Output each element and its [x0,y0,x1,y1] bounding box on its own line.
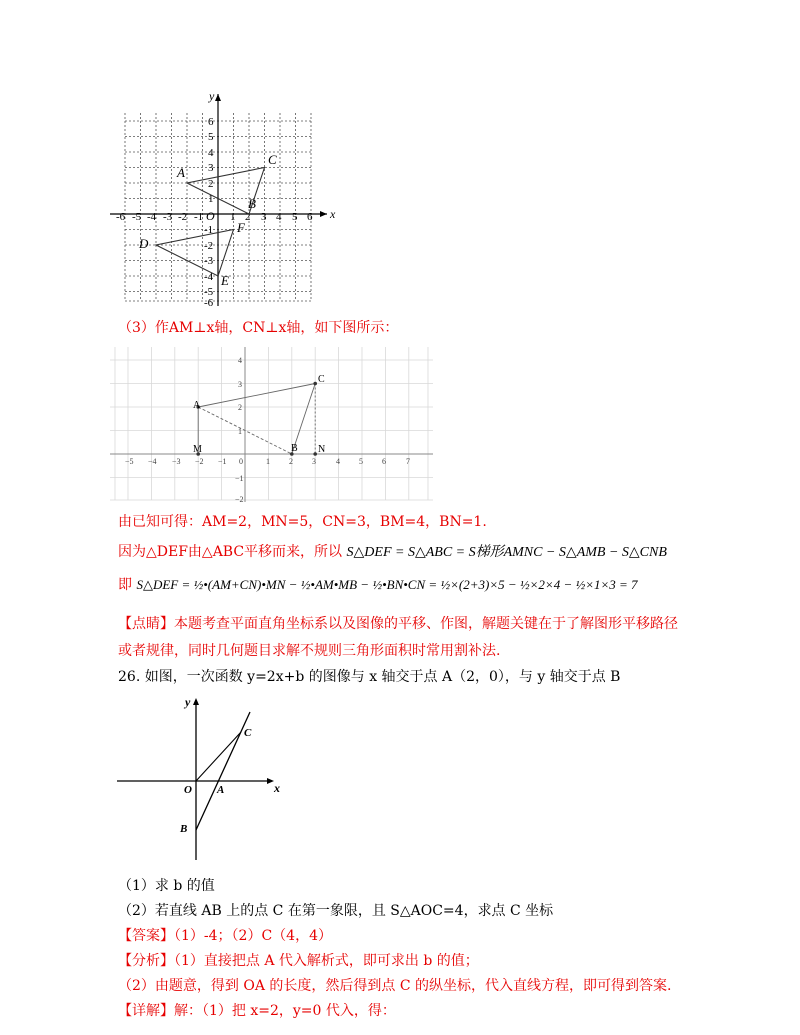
point-label-e: E [221,273,229,288]
point-c [313,382,317,386]
y-tick: 5 [208,131,214,143]
x-axis-label: x [330,207,336,221]
point-n [313,452,317,456]
x-tick: 4 [276,211,282,223]
y-tick: 3 [208,162,214,174]
x-tick: 2 [289,457,293,466]
x-tick: -1 [194,211,204,223]
y-axis-arrow-icon [215,94,221,101]
x-tick: −2 [195,457,204,466]
step-3-label: （3）作AM⊥x轴，CN⊥x轴，如下图所示： [118,320,399,336]
x-tick: -3 [163,211,173,223]
x-tick: -5 [132,211,142,223]
x-tick: -4 [147,211,157,223]
y-tick: -6 [204,297,214,308]
analysis-text-1: （1）直接把点 A 代入解析式，即可求出 b 的值； [174,953,479,969]
y-tick-labels [235,356,244,502]
y-tick: 6 [208,116,214,128]
x-tick: 5 [359,457,363,466]
x-tick: −1 [218,457,227,466]
x-tick: 3 [261,211,267,223]
comment-tag: 【点睛】 [118,616,174,632]
line-ab [196,712,250,830]
detail-line [118,1001,396,1021]
x-tick: 1 [266,457,270,466]
y-tick: −1 [235,474,244,483]
x-tick: 3 [312,457,316,466]
x-tick: −4 [148,457,157,466]
x-tick: 7 [406,457,410,466]
x-tick: -6 [116,211,126,223]
point-label-c: C [244,727,252,739]
point-label-d: D [139,236,149,251]
x-tick: 1 [230,211,236,223]
area-equation-formula: S△DEF = S△ABC = S梯形AMNC − S△AMB − S△CNB [346,545,667,560]
x-tick: 5 [292,211,298,223]
y-tick: 2 [208,178,214,190]
point-label-m: M [193,444,202,455]
y-tick: 3 [238,380,242,389]
segment-ac [198,384,315,408]
point-label-o: O [184,784,192,796]
y-axis-label: y [185,695,191,709]
x-tick: 0 [239,457,243,466]
y-tick: 4 [208,147,214,159]
question-26-stem: 26. 如图，一次函数 y=2x+b 的图像与 x 轴交于点 A（2，0），与 y 轴交于点 B [118,669,621,685]
origin-label: O [206,209,215,223]
point-label-b: B [248,196,256,211]
detail-tag: 【详解】 [118,1003,174,1019]
area-equation-prefix: 因为△DEF由△ABC平移而来，所以 [118,544,343,560]
y-tick: -4 [204,271,214,283]
y-tick: -2 [204,240,214,252]
point-label-c: C [318,374,325,385]
x-tick: 2 [245,211,251,223]
analysis-tag: 【分析】 [118,953,174,969]
x-tick-labels [125,457,410,466]
y-tick: 1 [238,427,242,436]
comment-text-1: 本题考查平面直角坐标系以及图像的平移、作图，解题关键在于了解图形平移路径 [174,616,678,632]
point-label-a: A [193,400,201,411]
figure-1-coordinate-grid [105,88,340,308]
y-tick: 2 [238,403,242,412]
x-tick: -2 [178,211,188,223]
points [196,382,317,456]
figure-3-linear-function [112,692,287,862]
y-axis-arrow-icon [193,698,199,705]
area-calculation-formula: S△DEF = ½•(AM+CN)•MN − ½•AM•MB − ½•BN•CN = ½×(2+3)×5 − ½×2×4 − ½×1×3 = 7 [136,577,638,592]
detail-text: 解：（1）把 x=2，y=0 代入，得： [174,1003,396,1019]
point-label-n: N [318,444,326,455]
triangle-def [156,230,234,277]
answer-line [118,926,332,946]
x-tick: −5 [125,457,134,466]
answer-tag: 【答案】 [118,928,174,944]
answer-text: （1）-4；（2）C（4，4） [174,928,332,944]
question-part-1: （1）求 b 的值 [118,878,215,894]
x-tick: 6 [382,457,386,466]
y-tick: -3 [204,255,214,267]
point-label-a: A [177,165,185,180]
question-part-2: （2）若直线 AB 上的点 C 在第一象限，且 S△AOC=4，求点 C 坐标 [118,903,554,919]
analysis-line-2: （2）由题意，得到 OA 的长度，然后得到点 C 的纵坐标，代入直线方程，即可得到答案. [118,978,672,994]
analysis-line-1 [118,951,479,971]
comment-line-2: 或者规律，同时几何题目求解不规则三角形面积时常用割补法. [118,643,501,659]
area-calculation-line [118,575,638,595]
comment-line-1 [118,614,678,634]
x-axis-label: x [274,781,280,795]
area-equation-line [118,542,667,563]
point-label-a: A [217,784,225,796]
y-tick: −2 [235,495,244,502]
x-tick: 6 [307,211,313,223]
y-tick: 1 [208,193,214,205]
x-axis-arrow-icon [320,211,327,217]
point-label-b: B [180,823,188,835]
x-tick: −3 [172,457,181,466]
point-label-b: B [291,443,298,454]
x-axis-arrow-icon [267,778,274,784]
y-tick: -5 [204,286,214,298]
figure-2-coordinate-grid [110,342,433,502]
area-calculation-prefix: 即 [118,577,132,593]
point-label-c: C [268,152,277,167]
point-label-f: F [237,220,245,235]
grid-lines [110,347,433,500]
x-tick: 4 [336,457,340,466]
y-tick: 4 [238,356,242,365]
y-tick: -1 [204,224,214,236]
segment-oc [196,732,241,781]
y-axis-label: y [209,89,215,103]
known-values: 由已知可得：AM=2，MN=5，CN=3，BM=4，BN=1. [118,514,487,530]
